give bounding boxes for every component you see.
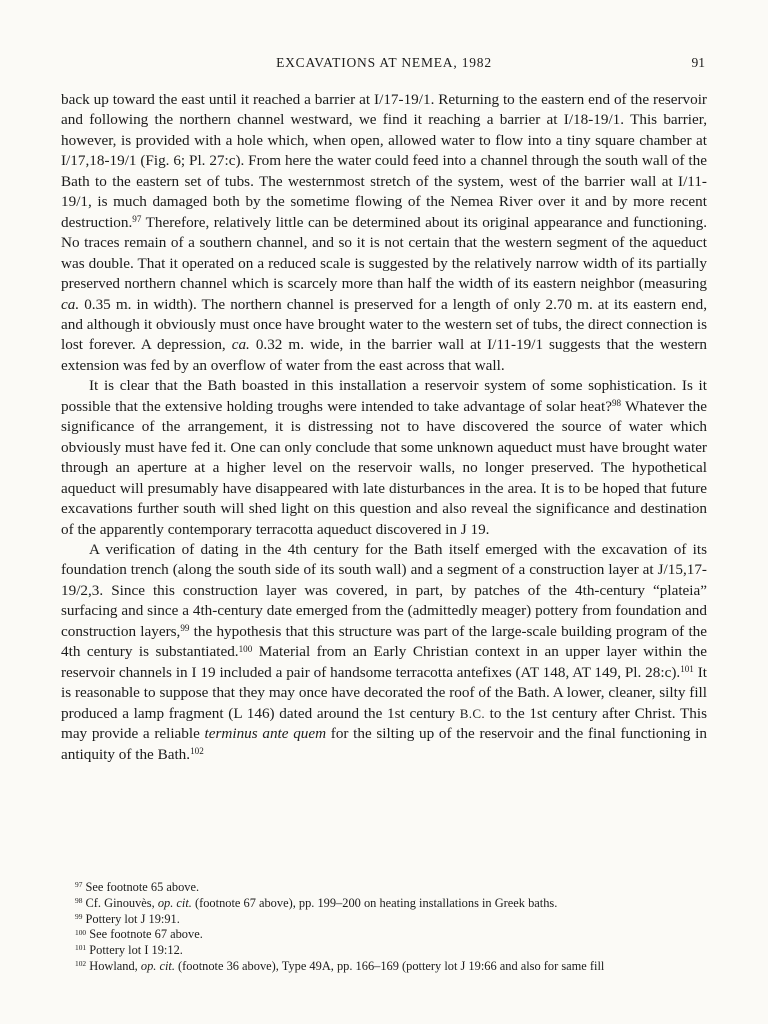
body-paragraphs	[61, 90, 707, 765]
footnote: $^{98}$ Cf. Ginouvès, op. cit. (footnote 67 above), pp. 199–200 on heating installations in Greek baths.	[75, 895, 558, 910]
footnote-number: 98	[75, 896, 83, 906]
footnote-number: 100	[75, 927, 87, 937]
footnote-number: 97	[75, 880, 83, 890]
page-header	[61, 55, 707, 71]
footnote-marker: 101	[680, 664, 694, 675]
footnote: $^{100}$ See footnote 67 above.	[75, 927, 203, 942]
footnote-number: 99	[75, 911, 83, 921]
footnote-marker: 98	[611, 398, 622, 409]
footnote-number: 102	[75, 959, 87, 969]
footnote: $^{99}$ Pottery lot J 19:91.	[75, 911, 180, 926]
footnote: $^{101}$ Pottery lot I 19:12.	[75, 943, 183, 958]
footnote: $^{97}$ See footnote 65 above.	[75, 880, 200, 894]
footnote-marker: 99	[180, 623, 190, 634]
footnote: $^{102}$ Howland, op. cit. (footnote 36 above), Type 49A, pp. 166–169 (pottery lot J 19:66 and also for same fill	[75, 958, 605, 973]
footnote-marker: 100	[238, 643, 253, 654]
footnotes	[61, 880, 707, 975]
footnote-number: 101	[75, 943, 87, 953]
paragraph: It is clear that the Bath boasted in this installation a reservoir system of some sophistication. Is it possible that the extensive holding troughs were intended to take advantage of solar heat?$^{98}$ Whatever the significance of the arrangement, it is distressing not to have discovered the source of water which obviously must have fed it. One can only conclude that some unknown aqueduct must have brought water through an aperture at a higher level on the reservoir walls, no longer preserved. The hypothetical aqueduct will presumably have disappeared with late disturbances in the area. It is to be hoped that future excavations further south will shed light on this question and also reveal the significance and destination of the apparently contemporary terracotta aqueduct discovered in J 19.	[61, 377, 707, 538]
footnote-marker: 102	[190, 745, 204, 756]
running-title: EXCAVATIONS AT NEMEA, 1982	[276, 55, 492, 70]
paragraph: back up toward the east until it reached a barrier at I/17-19/1. Returning to the eastern end of the reservoir and following the northern channel westward, we find it reaching a barrier at I/18-19/1. This barrier, however, is provided with a hole which, when open, allowed water to flow into a tiny square chamber at I/17,18-19/1 (Fig. 6; Pl. 27:c). From here the water could feed into a channel through the south wall of the Bath to the eastern set of tubs. The westernmost stretch of the system, west of the barrier wall at I/11-19/1, is much damaged both by the sometime flowing of the Nemea River over it and by more recent destruction.$^{97}$ Therefore, relatively little can be determined about its original appearance and functioning. No traces remain of a southern channel, and so it is not certain that the western segment of the aqueduct was double. That it operated on a reduced scale is suggested by the relatively narrow width of its partially preserved northern channel which is scarcely more than half the width of its eastern neighbor (measuring ca. 0.35 m. in width). The northern channel is preserved for a length of only 2.70 m. at its eastern end, and although it obviously must once have brought water to the western set of tubs, the direct connection is lost forever. A depression, ca. 0.32 m. wide, in the barrier wall at I/11-19/1 suggests that the western extension was fed by an overflow of water from the east across that wall.	[61, 91, 707, 374]
paragraph: A verification of dating in the 4th century for the Bath itself emerged with the excavation of its foundation trench (along the south side of its south wall) and a segment of a construction layer at J/15,17-19/2,3. Since this construction layer was covered, in part, by patches of the 4th-century “plateia” surfacing and since a 4th-century date emerged from the (admittedly meager) pottery from foundation and construction layers,$^{99}$ the hypothesis that this structure was part of the large-scale building program of the 4th century is substantiated.$^{100}$ Material from an Early Christian context in an upper layer within the reservoir channels in I 19 included a pair of handsome terracotta antefixes (AT 148, AT 149, Pl. 28:c).$^{101}$ It is reasonable to suppose that they may once have decorated the roof of the Bath. A lower, cleaner, silty fill produced a lamp fragment (L 146) dated around the 1st century B.C. to the 1st century after Christ. This may provide a reliable terminus ante quem for the silting up of the reservoir and the final functioning in antiquity of the Bath.$^{102}$	[61, 540, 708, 763]
page-number: 91	[691, 55, 705, 70]
footnote-marker: 97	[132, 214, 142, 225]
